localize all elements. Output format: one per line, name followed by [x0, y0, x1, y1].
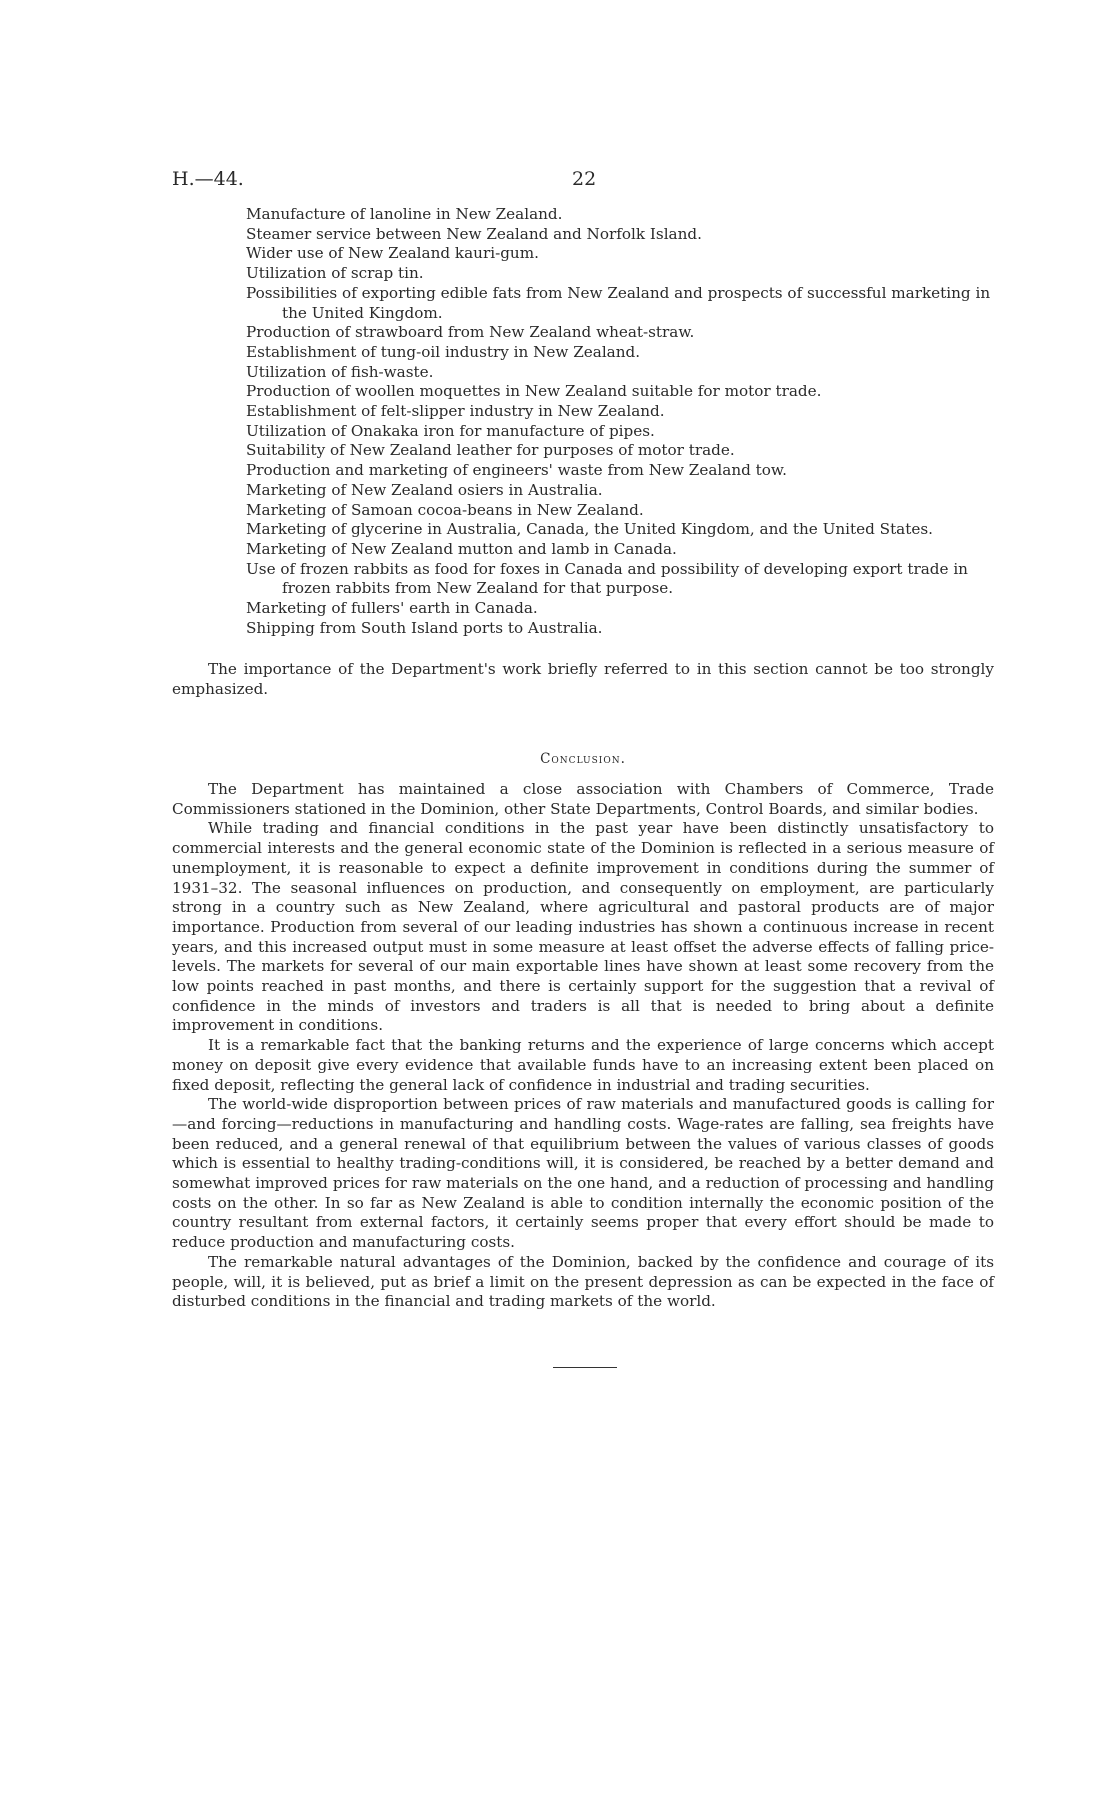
- end-divider: [553, 1367, 617, 1368]
- conclusion-paragraph: It is a remarkable fact that the banking returns and the experience of large concerns which accept money on deposit give every evidence that available funds have to an increasing extent been placed on fixed deposit, reflecting the general lack of confidence in industrial and trading securities.: [172, 1036, 994, 1094]
- list-item: Production of strawboard from New Zealand wheat-straw.: [246, 323, 695, 342]
- list-item: Utilization of fish-waste.: [246, 362, 434, 381]
- list-item: Marketing of fullers' earth in Canada.: [246, 599, 538, 618]
- list-item: Possibilities of exporting edible fats from New Zealand and prospects of successful marketing in the United Kingdom.: [246, 283, 991, 322]
- list-item: Marketing of New Zealand osiers in Australia.: [246, 480, 603, 499]
- conclusion-paragraph: While trading and financial conditions in the past year have been distinctly unsatisfactory to commercial interests and the general economic state of the Dominion is reflected in a serious measure of unemployment, it is reasonable to expect a definite improvement in conditions during the summer of 1931–32. The seasonal influences on production, and consequently on employment, are particularly strong in a country such as New Zealand, where agricultural and pastoral products are of major importance. Production from several of our leading industries has shown a continuous increase in recent years, and this increased output must in some measure at least offset the adverse effects of falling price-levels. The markets for several of our main exportable lines have shown at least some recovery from the low points reached in past months, and there is certainly support for the suggestion that a revival of confidence in the minds of investors and traders is all that is needed to bring about a definite improvement in conditions.: [172, 819, 994, 1035]
- list-item: Utilization of scrap tin.: [246, 264, 424, 283]
- conclusion-paragraph: The world-wide disproportion between prices of raw materials and manufactured goods is calling for—and forcing—reductions in manufacturing and handling costs. Wage-rates are falling, sea freights have been reduced, and a general renewal of that equilibrium between the values of various classes of goods which is essential to healthy trading-conditions will, it is considered, be reached by a better demand and somewhat improved prices for raw materials on the one hand, and a reduction of processing and handling costs on the other. In so far as New Zealand is able to condition internally the economic position of the country resultant from external factors, it certainly seems proper that every effort should be made to reduce production and manufacturing costs.: [172, 1095, 994, 1252]
- page-number: 22: [572, 168, 597, 190]
- document-reference: H.—44.: [172, 168, 244, 190]
- conclusion-heading: Conclusion.: [540, 751, 626, 767]
- list-item: Marketing of New Zealand mutton and lamb in Canada.: [246, 539, 677, 558]
- list-item: Utilization of Onakaka iron for manufacture of pipes.: [246, 421, 655, 440]
- list-item: Production of woollen moquettes in New Zealand suitable for motor trade.: [246, 382, 822, 401]
- list-item: Marketing of glycerine in Australia, Canada, the United Kingdom, and the United States.: [246, 520, 933, 539]
- list-item: Establishment of tung-oil industry in New Zealand.: [246, 342, 641, 361]
- list-item: Establishment of felt-slipper industry in New Zealand.: [246, 402, 665, 421]
- page-header: [172, 168, 992, 196]
- topic-list: [246, 205, 994, 638]
- conclusion-paragraph: The Department has maintained a close association with Chambers of Commerce, Trade Commissioners stationed in the Dominion, other State Departments, Control Boards, and similar bodies.: [172, 780, 994, 818]
- list-item: Manufacture of lanoline in New Zealand.: [246, 205, 563, 223]
- list-item: Marketing of Samoan cocoa-beans in New Zealand.: [246, 500, 644, 519]
- list-item: Shipping from South Island ports to Australia.: [246, 618, 603, 637]
- list-item: Production and marketing of engineers' waste from New Zealand tow.: [246, 461, 787, 480]
- list-item: Suitability of New Zealand leather for purposes of motor trade.: [246, 441, 735, 460]
- conclusion-section: [172, 780, 994, 1312]
- list-item: Steamer service between New Zealand and Norfolk Island.: [246, 224, 702, 243]
- conclusion-paragraph: The remarkable natural advantages of the Dominion, backed by the confidence and courage of its people, will, it is believed, put as brief a limit on the present depression as can be expected in the face of disturbed conditions in the financial and trading markets of the world.: [172, 1252, 994, 1311]
- list-item: Wider use of New Zealand kauri-gum.: [246, 244, 539, 263]
- intro-section: [172, 660, 994, 699]
- intro-paragraph: The importance of the Department's work briefly referred to in this section cannot be too strongly emphasized.: [172, 660, 994, 698]
- list-item: Use of frozen rabbits as food for foxes in Canada and possibility of developing export trade in frozen rabbits from New Zealand for that purpose.: [246, 559, 968, 598]
